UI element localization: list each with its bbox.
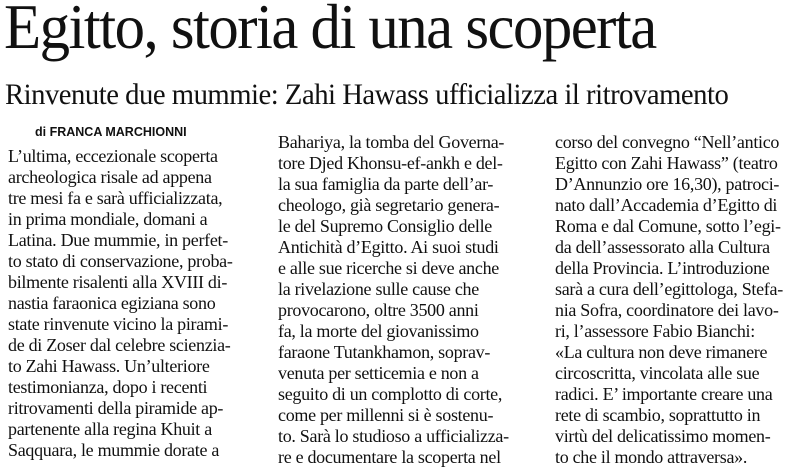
text-line: state rinvenute vicino la pirami- [8, 314, 229, 334]
text-line: to stato di conservazione, proba- [8, 251, 233, 271]
text-line: cheologo, già segretario genera- [278, 195, 500, 215]
text-line: le del Supremo Consiglio delle [278, 216, 492, 236]
text-line: seguito di un complotto di corte, [278, 384, 503, 404]
text-line: L’ultima, eccezionale scoperta [8, 146, 218, 166]
text-line: della Provincia. L’introduzione [555, 258, 770, 278]
article-column-1 [8, 120, 258, 461]
text-line: tore Djed Khonsu-ef-ankh e del- [278, 153, 503, 173]
text-line: D’Annunzio ore 16,30), patroci- [555, 174, 780, 194]
text-line: archeologica risale ad appena [8, 167, 212, 187]
text-line: faraone Tutankhamon, soprav- [278, 342, 491, 362]
text-line: circoscritta, vincolata alle sue [555, 363, 760, 383]
text-line: ritrovamenti della piramide ap- [8, 398, 224, 418]
text-line: Latina. Due mummie, in perfet- [8, 230, 228, 250]
article-column-3 [555, 132, 798, 468]
text-line: la rivelazione sulle cause che [278, 279, 479, 299]
text-line: la sua famiglia da parte dell’ar- [278, 174, 494, 194]
text-line: re e documentare la scoperta nel [278, 447, 501, 467]
text-line: bilmente risalenti alla XVIII di- [8, 272, 228, 292]
text-line: testimonianza, dopo i recenti [8, 377, 208, 397]
text-line: Saqquara, le mummie dorate a [8, 440, 220, 460]
text-line: corso del convegno “Nell’antico [555, 132, 780, 152]
subheadline: Rinvenute due mummie: Zahi Hawass ufficializza il ritrovamento [5, 78, 729, 111]
article-column-2 [278, 132, 528, 468]
text-line: sarà a cura dell’egittologa, Stefa- [555, 279, 783, 299]
headline: Egitto, storia di una scoperta [4, 0, 656, 62]
text-line: tre mesi fa e sarà ufficializzata, [8, 188, 223, 208]
text-line: virtù del delicatissimo momen- [555, 426, 771, 446]
text-line: to Zahi Hawass. Un’ulteriore [8, 356, 210, 376]
text-line: to. Sarà lo studioso a ufficializza- [278, 426, 509, 446]
text-line: Egitto con Zahi Hawass” (teatro [555, 153, 778, 173]
text-line: to che il mondo attraversa». [555, 447, 748, 467]
text-line: nastia faraonica egiziana sono [8, 293, 216, 313]
byline: di FRANCA MARCHIONNI [35, 125, 187, 139]
text-line: «La cultura non deve rimanere [555, 342, 768, 362]
text-line: provocarono, oltre 3500 anni [278, 300, 479, 320]
text-line: partenente alla regina Khuit a [8, 419, 212, 439]
text-line: da dell’assessorato alla Cultura [555, 237, 770, 257]
text-line: de di Zoser dal celebre scienzia- [8, 335, 231, 355]
text-line: ri, l’assessore Fabio Bianchi: [555, 321, 755, 341]
text-line: Bahariya, la tomba del Governa- [278, 132, 505, 152]
text-line: radici. E’ importante creare una [555, 384, 773, 404]
text-line: e alle sue ricerche si deve anche [278, 258, 499, 278]
text-line: in prima mondiale, domani a [8, 209, 208, 229]
text-line: rete di scambio, soprattutto in [555, 405, 761, 425]
text-line: Roma e dal Comune, sotto l’egi- [555, 216, 781, 236]
text-line: nia Sofra, coordinatore dei lavo- [555, 300, 779, 320]
text-line: venuta per setticemia e non a [278, 363, 479, 383]
text-line: fa, la morte del giovanissimo [278, 321, 479, 341]
text-line: Antichità d’Egitto. Ai suoi studi [278, 237, 499, 257]
text-line: come per millenni si è sostenu- [278, 405, 494, 425]
text-line: nato dall’Accademia d’Egitto di [555, 195, 778, 215]
